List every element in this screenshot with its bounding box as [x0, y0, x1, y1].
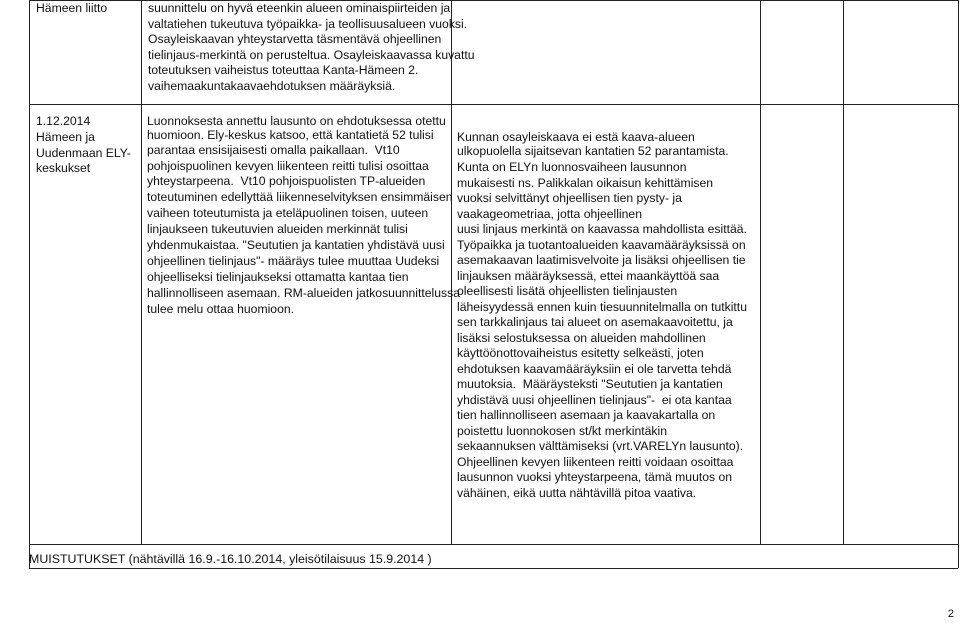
- text-line: yhdenmukaistaa. "Seututien ja kantatien yhdistävä uusi: [147, 238, 445, 252]
- text-line: käyttöönottovaiheistus esitetty selkeästi, joten: [457, 346, 704, 360]
- text-line: Osayleiskaavan yhteystarvetta täsmentävä ohjeellinen: [148, 32, 442, 47]
- text-line: sen tarkkalinjaus tai alueet on asemakaavoitettu, ja: [457, 315, 733, 329]
- text-line: toteutuksen vaiheistus toteuttaa Kanta-Hämeen 2.: [148, 63, 419, 78]
- text-line: vaihemaakuntakaavaehdotuksen määräyksiä.: [148, 79, 396, 93]
- text-line: poistettu luonnokosen st/kt merkintäkin: [457, 423, 668, 438]
- table-right-border: [958, 0, 959, 568]
- text-line: läheisyydessä ennen kuin tiesuunnitelmalla on tutkittu: [457, 299, 747, 314]
- section-heading: MUISTUTUKSET (nähtävillä 16.9.-16.10.2014, yleisötilaisuus 15.9.2014 ): [29, 552, 432, 566]
- text-line: ohjeelliseksi tielinjaukseksi ottamatta kantaa tien: [147, 270, 409, 284]
- text-line: Uudenmaan ELY-: [36, 145, 131, 160]
- text-line: toteutuminen edellyttää liikenneselvityksen ensimmäisen: [147, 190, 453, 204]
- text-line: Ohjeellinen kevyen liikenteen reitti voidaan osoittaa: [457, 454, 734, 469]
- column-divider: [451, 0, 452, 544]
- table-left-border: [29, 0, 30, 568]
- text-line: linjauksen määräyksessä, ettei maankäyttöä saa: [457, 268, 720, 283]
- text-line: suunnittelu on hyvä eteenkin alueen ominaispiirteiden ja: [148, 1, 451, 15]
- text-line: sekaannuksen välttämiseksi (vrt.VARELYn lausunto).: [457, 439, 744, 453]
- text-line: vuoksi selvittänyt ohjeellisen tien pysty- ja: [457, 191, 682, 205]
- text-line: asemakaavan laatimisvelvoite ja lisäksi ohjeellisen tie: [457, 253, 746, 267]
- text-line: vaiheen toteutumista ja eteläpuolinen toisen, uuteen: [147, 206, 429, 220]
- page-number: 2: [947, 608, 954, 620]
- text-line: ohjeellinen tielinjaus"- määräys tulee muuttaa Uudeksi: [147, 254, 440, 268]
- text-line: pohjoispuolinen kevyen liikenteen reitti tulisi osoittaa: [147, 158, 429, 173]
- text-line: uusi linjaus merkintä on kaavassa mahdollista esittää.: [457, 222, 747, 236]
- text-line: tulee melu ottaa huomioon.: [147, 302, 295, 316]
- text-line: Työpaikka ja tuotantoalueiden kaavamääräyksissä on: [457, 237, 746, 252]
- row-divider: [29, 544, 958, 545]
- column-divider: [760, 0, 761, 544]
- text-line: oleellisesti lisätä ohjeellisten tielinjausten: [457, 284, 678, 298]
- text-line: lausunnon vuoksi yhteystarpeena, tämä muutos on: [457, 470, 733, 484]
- text-line: lisäksi selostuksessa on alueiden mahdollinen: [457, 330, 706, 345]
- footer-divider: [29, 568, 958, 569]
- text-line: Kunta on ELYn luonnosvaiheen lausunnon: [457, 160, 687, 174]
- text-line: huomioon. Ely-keskus katsoo, että kantatietä 52 tulisi: [147, 128, 434, 142]
- text-line: muutoksia. Määräysteksti "Seututien ja kantatien: [457, 377, 723, 391]
- text-line: mukaisesti ns. Palikkalan oikaisun kehittämisen: [457, 175, 714, 190]
- text-line: yhdistävä uusi ohjeellinen tielinjaus"- ei ota kantaa: [457, 392, 732, 407]
- text-line: Hämeen ja: [36, 130, 95, 144]
- row-divider: [29, 104, 958, 105]
- text-line: hallinnolliseen asemaan. RM-alueiden jatkosuunnittelussa: [147, 286, 461, 300]
- text-line: parantaa ensisijaisesti omalla paikallaan. Vt10: [147, 142, 400, 157]
- text-line: tien hallinnolliseen asemaan ja kaavakartalla on: [457, 408, 716, 422]
- text-line: tielinjaus-merkintä on perusteltua. Osayleiskaavassa kuvattu: [148, 47, 475, 62]
- text-line: ulkopuolella sijaitsevan kantatien 52 parantamista.: [457, 144, 729, 158]
- text-line: yhteystarpeena. Vt10 pohjoispuolisten TP-alueiden: [147, 173, 426, 188]
- text-line: keskukset: [36, 161, 91, 176]
- sender-cell: Hämeen liitto: [36, 1, 108, 15]
- column-divider: [141, 0, 142, 544]
- text-line: ehdotuksen kaavamääräyksiin ei ole tarvetta tehdä: [457, 361, 732, 376]
- text-line: Luonnoksesta annettu lausunto on ehdotuksessa otettu: [147, 114, 446, 128]
- text-line: valtatiehen tukeutuva työpaikka- ja teollisuusalueen vuoksi.: [148, 16, 468, 31]
- text-line: vähäinen, eikä uutta nähtävillä pitoa vaativa.: [457, 485, 697, 500]
- text-line: vaakageometriaa, jotta ohjeellinen: [457, 206, 642, 221]
- text-line: linjaukseen tukeutuvien alueiden merkinnät tulisi: [147, 222, 408, 236]
- text-line: Kunnan osayleiskaava ei estä kaava-alueen: [457, 130, 695, 144]
- column-divider: [843, 0, 844, 544]
- date-cell: 1.12.2014: [36, 114, 91, 128]
